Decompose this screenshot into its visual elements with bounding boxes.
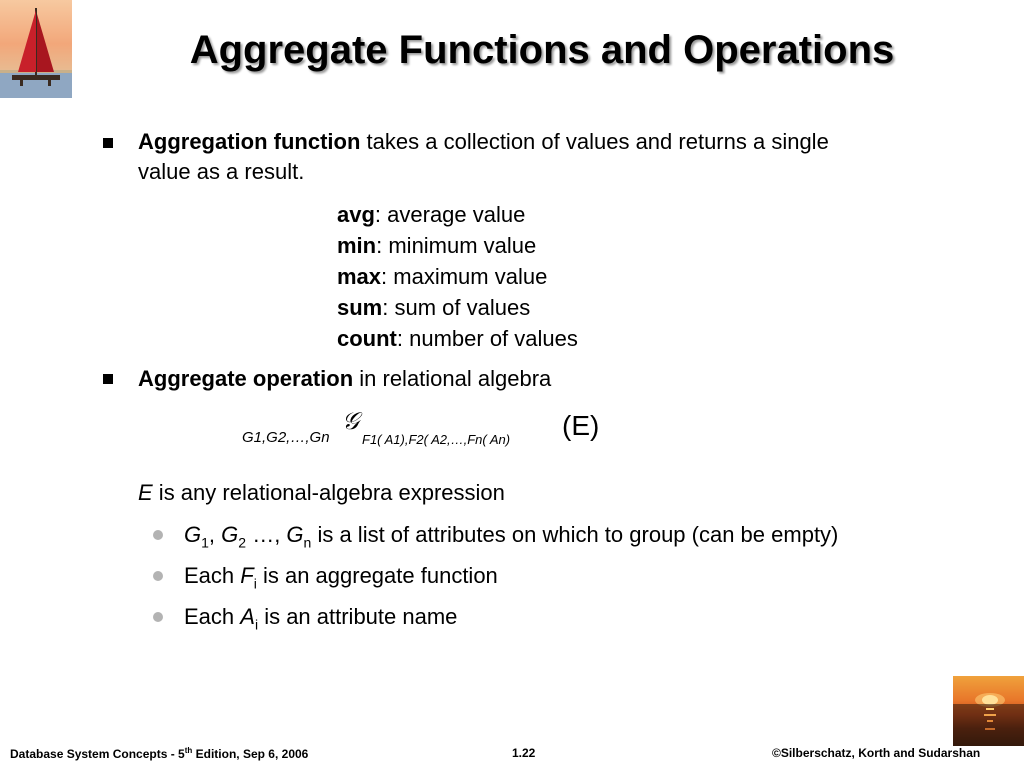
var-e: E bbox=[138, 480, 153, 505]
sub-i: i bbox=[253, 575, 257, 592]
subbullet-grouping: $G_1$, $G_2$ …, $G_n$ is a list of attributes on which to group (can be empty) bbox=[184, 522, 839, 551]
function-name: avg bbox=[337, 202, 375, 227]
function-sum bbox=[337, 292, 578, 323]
function-desc: : maximum value bbox=[381, 264, 548, 289]
function-name: max bbox=[337, 264, 382, 289]
sunset-image bbox=[953, 676, 1024, 746]
subbullet-aggregate bbox=[184, 561, 498, 598]
sub-2: 2 bbox=[238, 534, 247, 551]
function-name: count bbox=[337, 326, 397, 351]
function-name: min bbox=[337, 233, 377, 258]
bullet-aggregate-operation bbox=[138, 364, 551, 394]
function-desc: : number of values bbox=[396, 326, 578, 351]
grouping-text: is a list of attributes on which to group (can be empty) bbox=[311, 522, 839, 547]
sub-n: n bbox=[303, 534, 312, 551]
var-g1: G bbox=[184, 522, 202, 547]
function-desc: : average value bbox=[374, 202, 526, 227]
circle-bullet-icon bbox=[153, 612, 163, 622]
footer-page-number: 1.22 bbox=[512, 746, 536, 760]
ellipsis: …, bbox=[246, 522, 287, 547]
bullet2-text: in relational algebra bbox=[353, 366, 552, 391]
formula-aggregates: F1( A1),F2( A2,…,Fn( An) bbox=[362, 432, 511, 447]
footer-left bbox=[10, 746, 308, 761]
square-bullet-icon bbox=[103, 138, 113, 148]
circle-bullet-icon bbox=[153, 530, 163, 540]
slide-title: Aggregate Functions and Operations bbox=[189, 28, 895, 72]
function-avg bbox=[337, 199, 578, 230]
function-name: sum bbox=[337, 295, 383, 320]
aggregate-text: is an aggregate function bbox=[256, 563, 498, 588]
bullet-aggregation-function bbox=[138, 127, 829, 157]
aggregate-function-list bbox=[337, 199, 578, 354]
footer-book-title: Database System Concepts - 5 bbox=[10, 747, 185, 761]
function-desc: : sum of values bbox=[382, 295, 531, 320]
each-text: Each bbox=[184, 604, 241, 629]
circle-bullet-icon bbox=[153, 571, 163, 581]
formula-operator-symbol: 𝒢 bbox=[342, 407, 360, 435]
term-aggregate-operation: Aggregate operation bbox=[138, 366, 354, 391]
sunset-icon bbox=[953, 676, 1024, 746]
term-aggregation-function: Aggregation function bbox=[138, 129, 361, 154]
expression-text: is any relational-algebra expression bbox=[152, 480, 505, 505]
footer-superscript: th bbox=[184, 746, 193, 755]
sub-i: i bbox=[254, 616, 259, 633]
aggregate-formula bbox=[240, 405, 620, 455]
subbullet-attribute bbox=[184, 602, 457, 639]
footer-edition-date: Edition, Sep 6, 2006 bbox=[192, 747, 309, 761]
expression-definition bbox=[138, 478, 505, 508]
function-count bbox=[337, 323, 578, 354]
footer-copyright: ©Silberschatz, Korth and Sudarshan bbox=[772, 746, 981, 760]
attribute-text: is an attribute name bbox=[258, 604, 458, 629]
sub-1: 1 bbox=[201, 534, 209, 551]
function-max bbox=[337, 261, 578, 292]
function-min bbox=[337, 230, 578, 261]
var-a: A bbox=[240, 604, 255, 629]
bullet1-text: takes a collection of values and returns a single bbox=[360, 129, 829, 154]
each-text: Each bbox=[184, 563, 241, 588]
var-g2: G bbox=[221, 522, 239, 547]
formula-grouping: G1,G2,…,Gn bbox=[242, 429, 330, 446]
var-f: F bbox=[240, 563, 254, 588]
square-bullet-icon bbox=[103, 374, 113, 384]
var-gn: G bbox=[286, 522, 304, 547]
bullet1-continuation: value as a result. bbox=[138, 159, 305, 184]
function-desc: : minimum value bbox=[376, 233, 537, 258]
formula-operand: (E) bbox=[562, 410, 600, 441]
